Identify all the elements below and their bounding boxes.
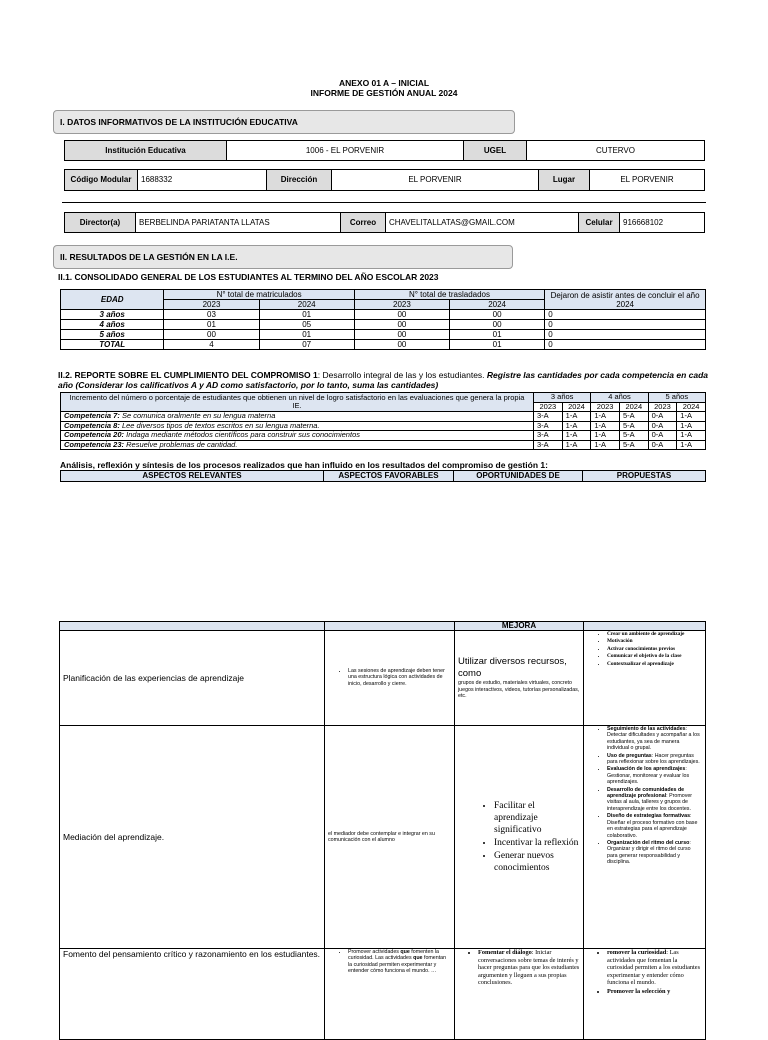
- year-2024: 2024: [259, 300, 354, 310]
- oportunidad-cell: [455, 949, 584, 1040]
- propuesta-item: • Diseño de estrategias formativas: Diseñar el proceso formativo con base en estrategias para el aprendizaje colaborativo.: [607, 813, 702, 839]
- aspect-cell: Fomento del pensamiento crítico y razonamiento en los estudiantes.: [60, 949, 325, 1040]
- propuesta-item: • Uso de preguntas: Hacer preguntas para reflexionar sobre los aprendizajes.: [607, 753, 702, 766]
- mejora-header: MEJORA: [455, 622, 584, 631]
- value-cell: 3-A: [534, 440, 563, 450]
- table-row: [61, 330, 706, 340]
- value-cell: 1-A: [591, 440, 620, 450]
- aspect-cell: Mediación del aprendizaje.: [60, 726, 325, 949]
- value-cell: 5-A: [619, 440, 648, 450]
- subsection-2-2-title: [58, 370, 708, 390]
- propuesta-item: • Organización del ritmo del curso: Organizar y dirigir el ritmo del curso para generar responsabilidad y disciplina.: [607, 840, 702, 866]
- propuestas-header: PROPUESTAS: [583, 471, 706, 482]
- value-cell: 5-A: [619, 412, 648, 422]
- table-row: [60, 726, 706, 949]
- oportunidad-item: • Generar nuevos conocimientos: [494, 850, 580, 874]
- year-2023: 2023: [648, 402, 677, 412]
- analysis-title: Análisis, reflexión y síntesis de los procesos realizados que han influido en los resultados del compromiso de gestión 1:: [60, 460, 548, 470]
- value-cell: 01: [450, 340, 545, 350]
- ugel-value: CUTERVO: [527, 141, 705, 161]
- value-cell: 0: [545, 330, 706, 340]
- value-cell: 1-A: [562, 421, 591, 431]
- value-cell: 0-A: [648, 421, 677, 431]
- oportunidad-small: grupos de estudio, materiales virtuales, concreto juegos interactivos, videos, tutorías personalizadas, etc.: [458, 680, 580, 700]
- director-label: Director(a): [65, 213, 136, 233]
- value-cell: 0: [545, 340, 706, 350]
- propuesta-item: • romover la curiosidad: Las actividades que fomentan la curiosidad permiten a los estudiantes experimentar y entender cómo funciona el mundo.: [607, 949, 702, 987]
- value-cell: 1-A: [562, 412, 591, 422]
- value-cell: 00: [354, 330, 449, 340]
- celular-label: Celular: [579, 213, 620, 233]
- value-cell: 3-A: [534, 421, 563, 431]
- edad-header: EDAD: [61, 290, 164, 310]
- value-cell: 1-A: [591, 421, 620, 431]
- annex-title: ANEXO 01 A – INICIAL: [338, 78, 430, 88]
- value-cell: 3-A: [534, 431, 563, 441]
- value-cell: 1-A: [562, 440, 591, 450]
- correo-value: CHAVELITALLATAS@GMAIL.COM: [386, 213, 579, 233]
- table-row: [61, 340, 706, 350]
- value-cell: 4: [164, 340, 259, 350]
- code-table: [64, 169, 705, 191]
- table-row: [60, 949, 706, 1040]
- year-2024: 2024: [450, 300, 545, 310]
- oportunidad-cell: [455, 631, 584, 726]
- edad-cell: 5 años: [61, 330, 164, 340]
- competencia-desc: Indaga mediante métodos científicos para construir sus conocimientos: [124, 430, 360, 439]
- value-cell: 1-A: [591, 431, 620, 441]
- value-cell: 1-A: [677, 440, 706, 450]
- institution-table: [64, 140, 705, 161]
- value-cell: 0: [545, 320, 706, 330]
- year-2023: 2023: [591, 402, 620, 412]
- propuesta-item: • Activar conocimientos previos: [607, 646, 702, 652]
- propuesta-item: • Desarrollo de comunidades de aprendizaje profesional: Promover visitas al aula, talleres y grupos de interaprendizaje entre los docentes.: [607, 787, 702, 813]
- age-3-header: 3 años: [534, 393, 591, 403]
- year-2024: 2024: [619, 402, 648, 412]
- competencia-desc: Se comunica oralmente en su lengua materna: [119, 411, 276, 420]
- ie-value: 1006 - EL PORVENIR: [227, 141, 464, 161]
- value-cell: 0-A: [648, 440, 677, 450]
- propuesta-cell: [584, 631, 706, 726]
- lugar-label: Lugar: [539, 170, 590, 191]
- report-title: INFORME DE GESTIÓN ANUAL 2024: [310, 88, 458, 98]
- section-2-title: II. RESULTADOS DE LA GESTIÓN EN LA I.E.: [53, 245, 513, 269]
- celular-value: 916668102: [620, 213, 705, 233]
- consolidado-table: [60, 289, 706, 350]
- favorable-item: • Las sesiones de aprendizaje deben tener una estructura lógica con actividades de inicio, desarrollo y cierre.: [348, 668, 451, 687]
- value-cell: 1-A: [562, 431, 591, 441]
- propuesta-item: • Promover la selección y: [607, 988, 702, 996]
- analysis-table: [59, 621, 706, 1040]
- propuesta-item: • Evaluación de los aprendizajes: Gestionar, monitorear y evaluar los aprendizajes.: [607, 766, 702, 785]
- oportunidad-cell: [455, 726, 584, 949]
- value-cell: 5-A: [619, 431, 648, 441]
- edad-cell: TOTAL: [61, 340, 164, 350]
- propuesta-item: • Motivación: [607, 638, 702, 644]
- edad-cell: 4 años: [61, 320, 164, 330]
- subsection-2-1-title: II.1. CONSOLIDADO GENERAL DE LOS ESTUDIANTES AL TERMINO DEL AÑO ESCOLAR 2023: [58, 272, 439, 282]
- year-2023: 2023: [354, 300, 449, 310]
- sub22-normal: : Desarrollo integral de las y los estudiantes.: [317, 370, 487, 380]
- year-2024: 2024: [677, 402, 706, 412]
- value-cell: 00: [450, 310, 545, 320]
- value-cell: 0-A: [648, 412, 677, 422]
- value-cell: 01: [450, 330, 545, 340]
- competencias-table: [60, 392, 706, 450]
- sub22-italic: Registre las cantidades por cada competencia en cada año (Considerar los calificativos A y AD como satisfactorio, por lo tanto, suma las cantidades): [58, 370, 709, 390]
- propuesta-cell: [584, 726, 706, 949]
- divider: [62, 202, 706, 203]
- oportunidad-item: • Facilitar el aprendizaje significativo: [494, 800, 580, 836]
- edad-cell: 3 años: [61, 310, 164, 320]
- value-cell: 00: [354, 340, 449, 350]
- value-cell: 01: [259, 330, 354, 340]
- table-row: [60, 631, 706, 726]
- value-cell: 00: [164, 330, 259, 340]
- value-cell: 00: [450, 320, 545, 330]
- trasladados-header: N° total de trasladados: [354, 290, 544, 300]
- value-cell: 01: [164, 320, 259, 330]
- competencia-name: Competencia 7:: [64, 411, 120, 420]
- propuesta-item: • Seguimiento de las actividades: Detectar dificultades y acompañar a los estudiantes, ya sea de manera individual o grupal.: [607, 726, 702, 752]
- lugar-value: EL PORVENIR: [590, 170, 705, 191]
- table-row: [61, 310, 706, 320]
- ie-label: Institución Educativa: [65, 141, 227, 161]
- age-4-header: 4 años: [591, 393, 648, 403]
- ugel-label: UGEL: [464, 141, 527, 161]
- year-2023: 2023: [164, 300, 259, 310]
- aspectos-relevantes-header: ASPECTOS RELEVANTES: [61, 471, 324, 482]
- oportunidad-item: • Incentivar la reflexión: [494, 837, 580, 849]
- codigo-value: 1688332: [138, 170, 267, 191]
- favorable-cell: el mediador debe contemplar e integrar en su comunicación con el alumno: [325, 726, 455, 949]
- oportunidad-big: Utilizar diversos recursos, como: [458, 656, 567, 680]
- propuesta-item: • Comunicar el objetivo de la clase: [607, 653, 702, 659]
- value-cell: 1-A: [591, 412, 620, 422]
- oportunidad-item: • Fomentar el diálogo: Iniciar conversaciones sobre temas de interés y hacer preguntas para que los estudiantes argumenten y lleguen a sus propias conclusiones.: [478, 949, 580, 987]
- competencia-name: Competencia 23:: [64, 439, 125, 449]
- value-cell: 00: [354, 310, 449, 320]
- value-cell: 3-A: [534, 412, 563, 422]
- correo-label: Correo: [341, 213, 386, 233]
- age-5-header: 5 años: [648, 393, 705, 403]
- year-2023: 2023: [534, 402, 563, 412]
- favorable-cell: [325, 949, 455, 1040]
- year-2024: 2024: [562, 402, 591, 412]
- competencia-desc: Lee diversos tipos de textos escritos en su lengua materna.: [119, 420, 320, 430]
- section-1-title: I. DATOS INFORMATIVOS DE LA INSTITUCIÓN EDUCATIVA: [53, 110, 515, 134]
- sub22-lead: II.2. REPORTE SOBRE EL CUMPLIMIENTO DEL COMPROMISO 1: [58, 370, 318, 380]
- value-cell: 1-A: [677, 421, 706, 431]
- propuesta-item: • Crear un ambiente de aprendizaje: [607, 631, 702, 637]
- dejaron-header: Dejaron de asistir antes de concluir el año 2024: [545, 290, 706, 310]
- value-cell: 0-A: [648, 431, 677, 441]
- value-cell: 07: [259, 340, 354, 350]
- table-row: [61, 440, 706, 450]
- value-cell: 1-A: [677, 412, 706, 422]
- propuesta-item: • Contextualizar el aprendizaje: [607, 661, 702, 667]
- value-cell: 01: [259, 310, 354, 320]
- aspect-cell: Planificación de las experiencias de aprendizaje: [60, 631, 325, 726]
- value-cell: 1-A: [677, 431, 706, 441]
- favorable-cell: [325, 631, 455, 726]
- competencia-desc: Resuelve problemas de cantidad.: [124, 439, 238, 449]
- director-table: [64, 212, 705, 233]
- competencias-header: Incremento del número o porcentaje de estudiantes que obtienen un nivel de logro satisfactorio en las evaluaciones que genera la propia IE.: [61, 393, 534, 412]
- value-cell: 00: [354, 320, 449, 330]
- value-cell: 0: [545, 310, 706, 320]
- value-cell: 03: [164, 310, 259, 320]
- value-cell: 5-A: [619, 421, 648, 431]
- matriculados-header: N° total de matriculados: [164, 290, 354, 300]
- direccion-label: Dirección: [267, 170, 332, 191]
- direccion-value: EL PORVENIR: [332, 170, 539, 191]
- competencia-name: Competencia 8:: [64, 420, 120, 430]
- value-cell: 05: [259, 320, 354, 330]
- favorable-item: • Promover actividades que fomenten la curiosidad. Las actividades que fomentan la curiosidad permiten experimentar y entender cómo funciona el mundo. …: [348, 949, 451, 975]
- table-row: [61, 320, 706, 330]
- propuesta-cell: [584, 949, 706, 1040]
- analysis-header-table: [60, 470, 706, 482]
- oportunidades-header: OPORTUNIDADES DE: [454, 471, 583, 482]
- director-value: BERBELINDA PARIATANTA LLATAS: [136, 213, 341, 233]
- aspectos-favorables-header: ASPECTOS FAVORABLES: [324, 471, 454, 482]
- codigo-label: Código Modular: [65, 170, 138, 191]
- competencia-name: Competencia 20:: [64, 430, 125, 439]
